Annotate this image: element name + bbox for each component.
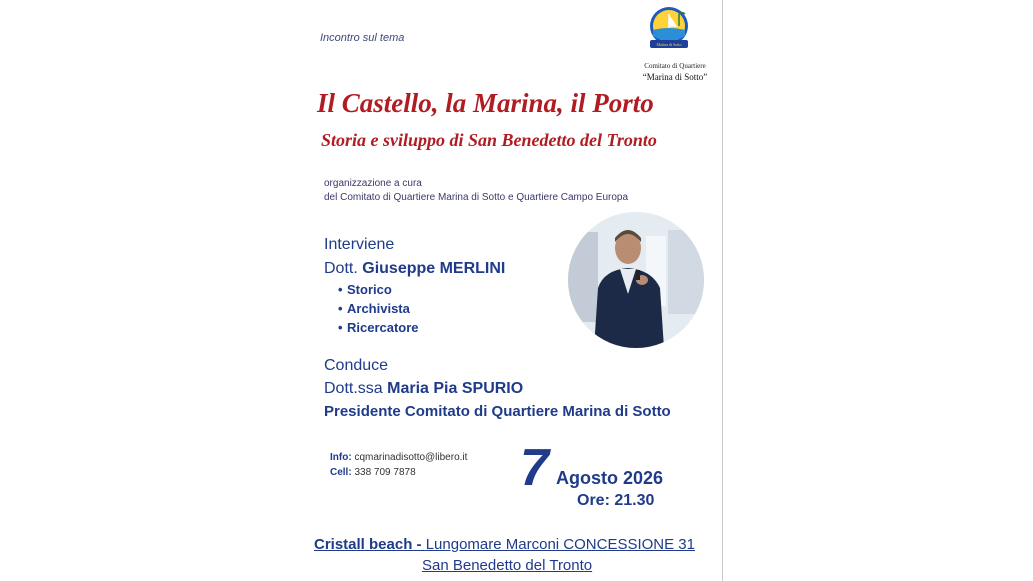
speaker-heading: Interviene — [324, 236, 395, 253]
logo-caption-line1: Comitato di Quartiere — [644, 62, 706, 70]
event-subtitle: Storia e sviluppo di San Benedetto del Tronto — [321, 130, 657, 150]
venue-name: Cristall beach - — [314, 536, 422, 553]
organization-line2: del Comitato di Quartiere Marina di Sotto e Quartiere Campo Europa — [324, 192, 629, 203]
info-line — [330, 452, 467, 463]
badge-text: Marina di Sotto — [656, 42, 682, 47]
cell-label: Cell: — [330, 467, 352, 478]
moderator-line — [324, 380, 523, 398]
moderator-role: Presidente Comitato di Quartiere Marina di Sotto — [324, 403, 671, 420]
venue-address: Lungomare Marconi CONCESSIONE 31 — [425, 536, 695, 553]
moderator-name: Maria Pia SPURIO — [387, 380, 524, 397]
event-time: Ore: 21.30 — [577, 492, 655, 509]
speaker-roles-list — [338, 280, 419, 337]
info-label: Info: — [330, 452, 352, 463]
cell-number: 338 709 7878 — [354, 467, 416, 478]
speaker-name: Giuseppe MERLINI — [362, 260, 506, 277]
organization-line1: organizzazione a cura — [324, 178, 422, 189]
cell-line — [330, 467, 416, 478]
info-email: cqmarinadisotto@libero.it — [354, 452, 468, 463]
intro-text: Incontro sul tema — [320, 32, 405, 44]
event-day: 7 — [520, 439, 549, 497]
speaker-role-item: • Storico — [338, 280, 419, 299]
venue-city: San Benedetto del Tronto — [422, 557, 593, 574]
poster-right-border — [722, 0, 723, 581]
speaker-role-item: • Ricercatore — [338, 318, 419, 337]
sun-sea-badge-icon — [646, 6, 692, 58]
logo-caption-line2: “Marina di Sotto” — [642, 72, 708, 82]
speaker-line — [324, 260, 505, 278]
speaker-prefix: Dott. — [324, 260, 358, 277]
venue-line — [314, 536, 695, 553]
moderator-heading: Conduce — [324, 357, 389, 374]
speaker-portrait-icon — [568, 212, 704, 348]
event-month-year: Agosto 2026 — [556, 468, 664, 488]
speaker-photo — [568, 212, 704, 348]
event-title: Il Castello, la Marina, il Porto — [317, 88, 654, 118]
committee-logo — [636, 6, 714, 86]
moderator-prefix: Dott.ssa — [324, 380, 383, 397]
speaker-role-item: • Archivista — [338, 299, 419, 318]
